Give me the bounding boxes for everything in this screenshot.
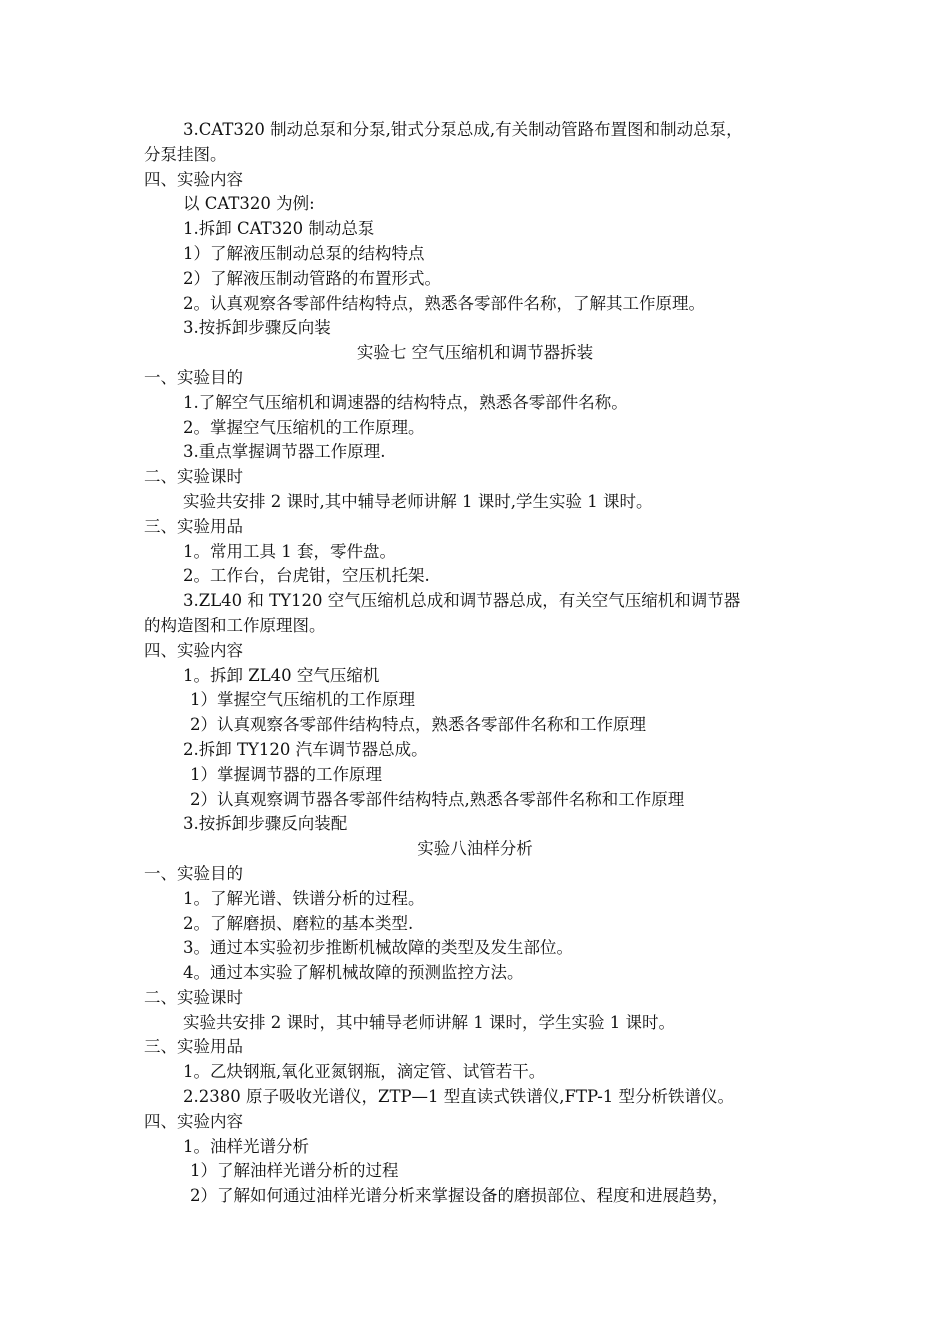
body-line-43: 2）了解如何通过油样光谱分析来掌握设备的磨损部位、程度和进展趋势， (190, 1186, 729, 1206)
paragraph-line-21: 四、实验内容 (144, 640, 243, 660)
body-line-25: 2.拆卸 TY120 汽车调节器总成。 (183, 739, 428, 759)
body-line-18: 2。工作台，台虎钳，空压机托架. (183, 566, 430, 586)
body-line-39: 2.2380 原子吸收光谱仪，ZTP—1 型直读式铁谱仪,FTP-1 型分析铁谱仪。 (183, 1087, 735, 1107)
body-line-42: 1）了解油样光谱分析的过程 (190, 1161, 399, 1181)
body-line-6: 2）了解液压制动管路的布置形式。 (183, 268, 441, 288)
paragraph-line-2: 四、实验内容 (144, 169, 243, 189)
paragraph-line-14: 二、实验课时 (144, 467, 243, 487)
section-title-9: 实验七 空气压缩机和调节器拆装 (356, 343, 594, 363)
body-line-24: 2）认真观察各零部件结构特点，熟悉各零部件名称和工作原理 (190, 715, 646, 735)
body-line-12: 2。掌握空气压缩机的工作原理。 (183, 417, 425, 437)
body-line-19: 3.ZL40 和 TY120 空气压缩机总成和调节器总成，有关空气压缩机和调节器 (183, 591, 741, 611)
body-line-7: 2。认真观察各零部件结构特点，熟悉各零部件名称，了解其工作原理。 (183, 293, 705, 313)
paragraph-line-20: 的构造图和工作原理图。 (144, 615, 326, 635)
document-page (0, 118, 950, 1209)
body-line-26: 1）掌握调节器的工作原理 (190, 764, 382, 784)
body-line-34: 4。通过本实验了解机械故障的预测监控方法。 (183, 963, 524, 983)
body-line-4: 1.拆卸 CAT320 制动总泵 (183, 219, 375, 239)
body-line-33: 3。通过本实验初步推断机械故障的类型及发生部位。 (183, 938, 573, 958)
body-line-3: 以 CAT320 为例: (183, 194, 315, 214)
paragraph-line-16: 三、实验用品 (144, 516, 243, 536)
paragraph-line-37: 三、实验用品 (144, 1037, 243, 1057)
section-title-29: 实验八油样分析 (417, 839, 533, 859)
body-line-0: 3.CAT320 制动总泵和分泵,钳式分泵总成,有关制动管路布置图和制动总泵， (183, 120, 743, 139)
body-line-38: 1。乙炔钢瓶,氧化亚氮钢瓶，滴定管、试管若干。 (183, 1062, 546, 1082)
body-line-8: 3.按拆卸步骤反向装 (183, 318, 331, 338)
paragraph-line-35: 二、实验课时 (144, 987, 243, 1007)
body-line-11: 1.了解空气压缩机和调速器的结构特点，熟悉各零部件名称。 (183, 392, 628, 412)
body-line-27: 2）认真观察调节器各零部件结构特点,熟悉各零部件名称和工作原理 (190, 789, 685, 809)
paragraph-line-40: 四、实验内容 (144, 1111, 243, 1131)
body-line-31: 1。了解光谱、铁谱分析的过程。 (183, 888, 425, 908)
body-line-5: 1）了解液压制动总泵的结构特点 (183, 243, 425, 263)
body-line-13: 3.重点掌握调节器工作原理. (183, 442, 386, 462)
body-line-23: 1）掌握空气压缩机的工作原理 (190, 690, 415, 710)
body-line-22: 1。拆卸 ZL40 空气压缩机 (183, 665, 380, 685)
body-line-36: 实验共安排 2 课时，其中辅导老师讲解 1 课时，学生实验 1 课时。 (183, 1012, 675, 1032)
body-line-32: 2。了解磨损、磨粒的基本类型. (183, 913, 414, 933)
body-line-41: 1。油样光谱分析 (183, 1136, 309, 1156)
body-line-15: 实验共安排 2 课时,其中辅导老师讲解 1 课时,学生实验 1 课时。 (183, 491, 653, 511)
paragraph-line-30: 一、实验目的 (144, 863, 243, 883)
paragraph-line-10: 一、实验目的 (144, 367, 243, 387)
paragraph-line-1: 分泵挂图。 (144, 144, 227, 164)
body-line-17: 1。常用工具 1 套，零件盘。 (183, 541, 396, 561)
body-line-28: 3.按拆卸步骤反向装配 (183, 814, 348, 834)
